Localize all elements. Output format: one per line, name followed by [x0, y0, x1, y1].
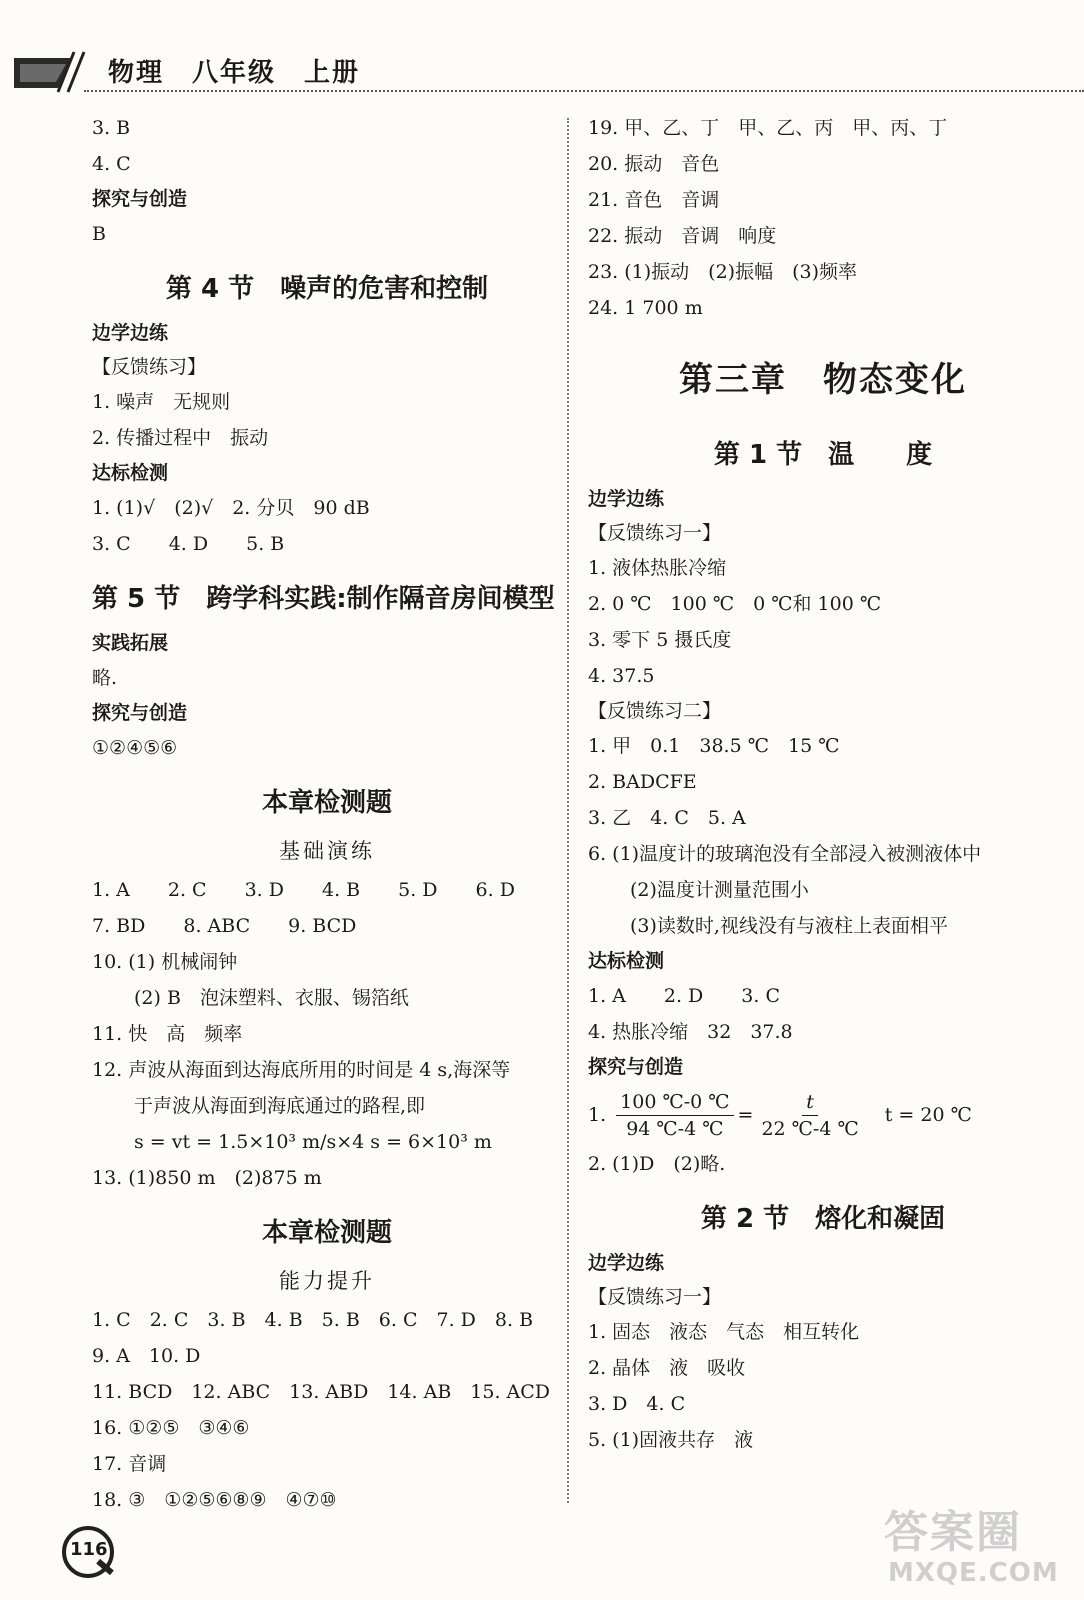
exercise-heading: 【反馈练习二】 — [588, 700, 722, 722]
answer-line: 1. A 2. D 3. C — [588, 985, 780, 1007]
answer-line: 18. ③ ①②⑤⑥⑧⑨ ④⑦⑩ — [92, 1489, 337, 1511]
answer-line: 3. 乙 4. C 5. A — [588, 807, 746, 829]
answer-line: 1. A 2. C 3. D 4. B 5. D 6. D — [92, 879, 515, 901]
answer-line: 3. 零下 5 摄氏度 — [588, 629, 732, 651]
exercise-heading: 【反馈练习一】 — [588, 522, 722, 544]
answer-line: ①②④⑤⑥ — [92, 737, 178, 759]
left-column — [92, 110, 562, 1518]
answer-line: 1. C 2. C 3. B 4. B 5. B 6. C 7. D 8. B — [92, 1309, 534, 1331]
sub-heading: 基础演练 — [279, 839, 375, 863]
page-number: 116 — [70, 1539, 108, 1560]
header-rule — [84, 90, 1084, 92]
answer-line: 3. B — [92, 117, 131, 139]
answer-line: 9. A 10. D — [92, 1345, 201, 1367]
section-label: 边学边练 — [588, 488, 665, 510]
section-heading: 本章检测题 — [261, 788, 392, 818]
answer-line: (2) B 泡沫塑料、衣服、锡箔纸 — [134, 987, 409, 1009]
sub-heading: 能力提升 — [279, 1269, 375, 1293]
answer-line: (3)读数时,视线没有与液柱上表面相平 — [630, 915, 948, 937]
answer-line: 12. 声波从海面到达海底所用的时间是 4 s,海深等 — [92, 1059, 511, 1081]
section-label: 边学边练 — [92, 322, 169, 344]
watermark-url: MXQE.COM — [888, 1558, 1059, 1588]
section-label: 探究与创造 — [92, 702, 188, 724]
exercise-heading: 【反馈练习】 — [92, 356, 207, 378]
answer-line: 3. D 4. C — [588, 1393, 686, 1415]
fraction-numerator: t — [802, 1089, 818, 1116]
answer-line: B — [92, 223, 106, 245]
section-label: 探究与创造 — [92, 188, 188, 210]
answer-line: 19. 甲、乙、丁 甲、乙、丙 甲、丙、丁 — [588, 117, 948, 139]
exercise-heading: 【反馈练习一】 — [588, 1286, 722, 1308]
section-label: 达标检测 — [588, 950, 665, 972]
fraction — [616, 1089, 733, 1142]
answer-line: 11. BCD 12. ABC 13. ABD 14. AB 15. ACD — [92, 1381, 551, 1403]
section-label: 达标检测 — [92, 462, 169, 484]
watermark — [880, 1496, 1070, 1596]
chapter-heading: 第三章 物态变化 — [679, 360, 967, 400]
answer-line: 略. — [92, 667, 118, 689]
answer-line: 2. BADCFE — [588, 771, 697, 793]
answer-line: 21. 音色 音调 — [588, 189, 720, 211]
page-number-badge — [62, 1526, 122, 1586]
answer-line: s = vt = 1.5×10³ m/s×4 s = 6×10³ m — [134, 1131, 492, 1153]
answer-line: 4. C — [92, 153, 131, 175]
answer-line: 10. (1) 机械闹钟 — [92, 951, 238, 973]
watermark-logo-text: 答案圈 — [884, 1507, 1022, 1558]
section-heading: 第 5 节 跨学科实践:制作隔音房间模型 — [92, 584, 555, 614]
section-heading: 第 2 节 熔化和凝固 — [700, 1204, 946, 1234]
equals-sign: = — [737, 1104, 754, 1126]
answer-line: 5. (1)固液共存 液 — [588, 1429, 754, 1451]
fraction — [757, 1089, 862, 1142]
answer-line: 7. BD 8. ABC 9. BCD — [92, 915, 357, 937]
fraction-numerator: 100 ℃-0 ℃ — [616, 1089, 733, 1116]
right-column — [588, 110, 1058, 1458]
page-header — [14, 44, 1082, 100]
answer-line: 2. 晶体 液 吸收 — [588, 1357, 746, 1379]
answer-line: 1. 液体热胀冷缩 — [588, 557, 727, 579]
fraction-denominator: 94 ℃-4 ℃ — [626, 1117, 724, 1140]
column-divider — [567, 118, 569, 1503]
book-logo-icon — [14, 50, 94, 94]
answer-line: (2)温度计测量范围小 — [630, 879, 809, 901]
answer-line: 6. (1)温度计的玻璃泡没有全部浸入被测液体中 — [588, 843, 982, 865]
answer-line: 1. 甲 0.1 38.5 ℃ 15 ℃ — [588, 735, 840, 757]
section-label: 边学边练 — [588, 1252, 665, 1274]
answer-line: 20. 振动 音色 — [588, 153, 720, 175]
answer-line: 4. 热胀冷缩 32 37.8 — [588, 1021, 793, 1043]
formula-result: t = 20 ℃ — [884, 1104, 972, 1126]
answer-line: 2. 0 ℃ 100 ℃ 0 ℃和 100 ℃ — [588, 593, 882, 615]
fraction-denominator: 22 ℃-4 ℃ — [761, 1117, 859, 1140]
book-title: 物理 八年级 上册 — [108, 58, 361, 88]
section-heading: 第 4 节 噪声的危害和控制 — [165, 274, 489, 304]
answer-line: 1. 噪声 无规则 — [92, 391, 231, 413]
formula-answer — [588, 1084, 1058, 1146]
question-number: 1. — [588, 1104, 607, 1126]
section-heading: 第 1 节 温 度 — [713, 440, 933, 470]
answer-line: 1. 固态 液态 气态 相互转化 — [588, 1321, 860, 1343]
answer-line: 4. 37.5 — [588, 665, 655, 687]
answer-line: 3. C 4. D 5. B — [92, 533, 285, 555]
section-label: 探究与创造 — [588, 1056, 684, 1078]
answer-line: 1. (1)√ (2)√ 2. 分贝 90 dB — [92, 497, 370, 519]
answer-line: 于声波从海面到海底通过的路程,即 — [134, 1095, 426, 1117]
answer-line: 2. (1)D (2)略. — [588, 1153, 726, 1175]
answer-line: 17. 音调 — [92, 1453, 167, 1475]
answer-line: 11. 快 高 频率 — [92, 1023, 243, 1045]
answer-line: 23. (1)振动 (2)振幅 (3)频率 — [588, 261, 857, 283]
answer-line: 22. 振动 音调 响度 — [588, 225, 777, 247]
section-heading: 本章检测题 — [261, 1218, 392, 1248]
section-label: 实践拓展 — [92, 632, 169, 654]
answer-line: 2. 传播过程中 振动 — [92, 427, 269, 449]
answer-line: 13. (1)850 m (2)875 m — [92, 1167, 322, 1189]
answer-line: 16. ①②⑤ ③④⑥ — [92, 1417, 250, 1439]
answer-line: 24. 1 700 m — [588, 297, 703, 319]
